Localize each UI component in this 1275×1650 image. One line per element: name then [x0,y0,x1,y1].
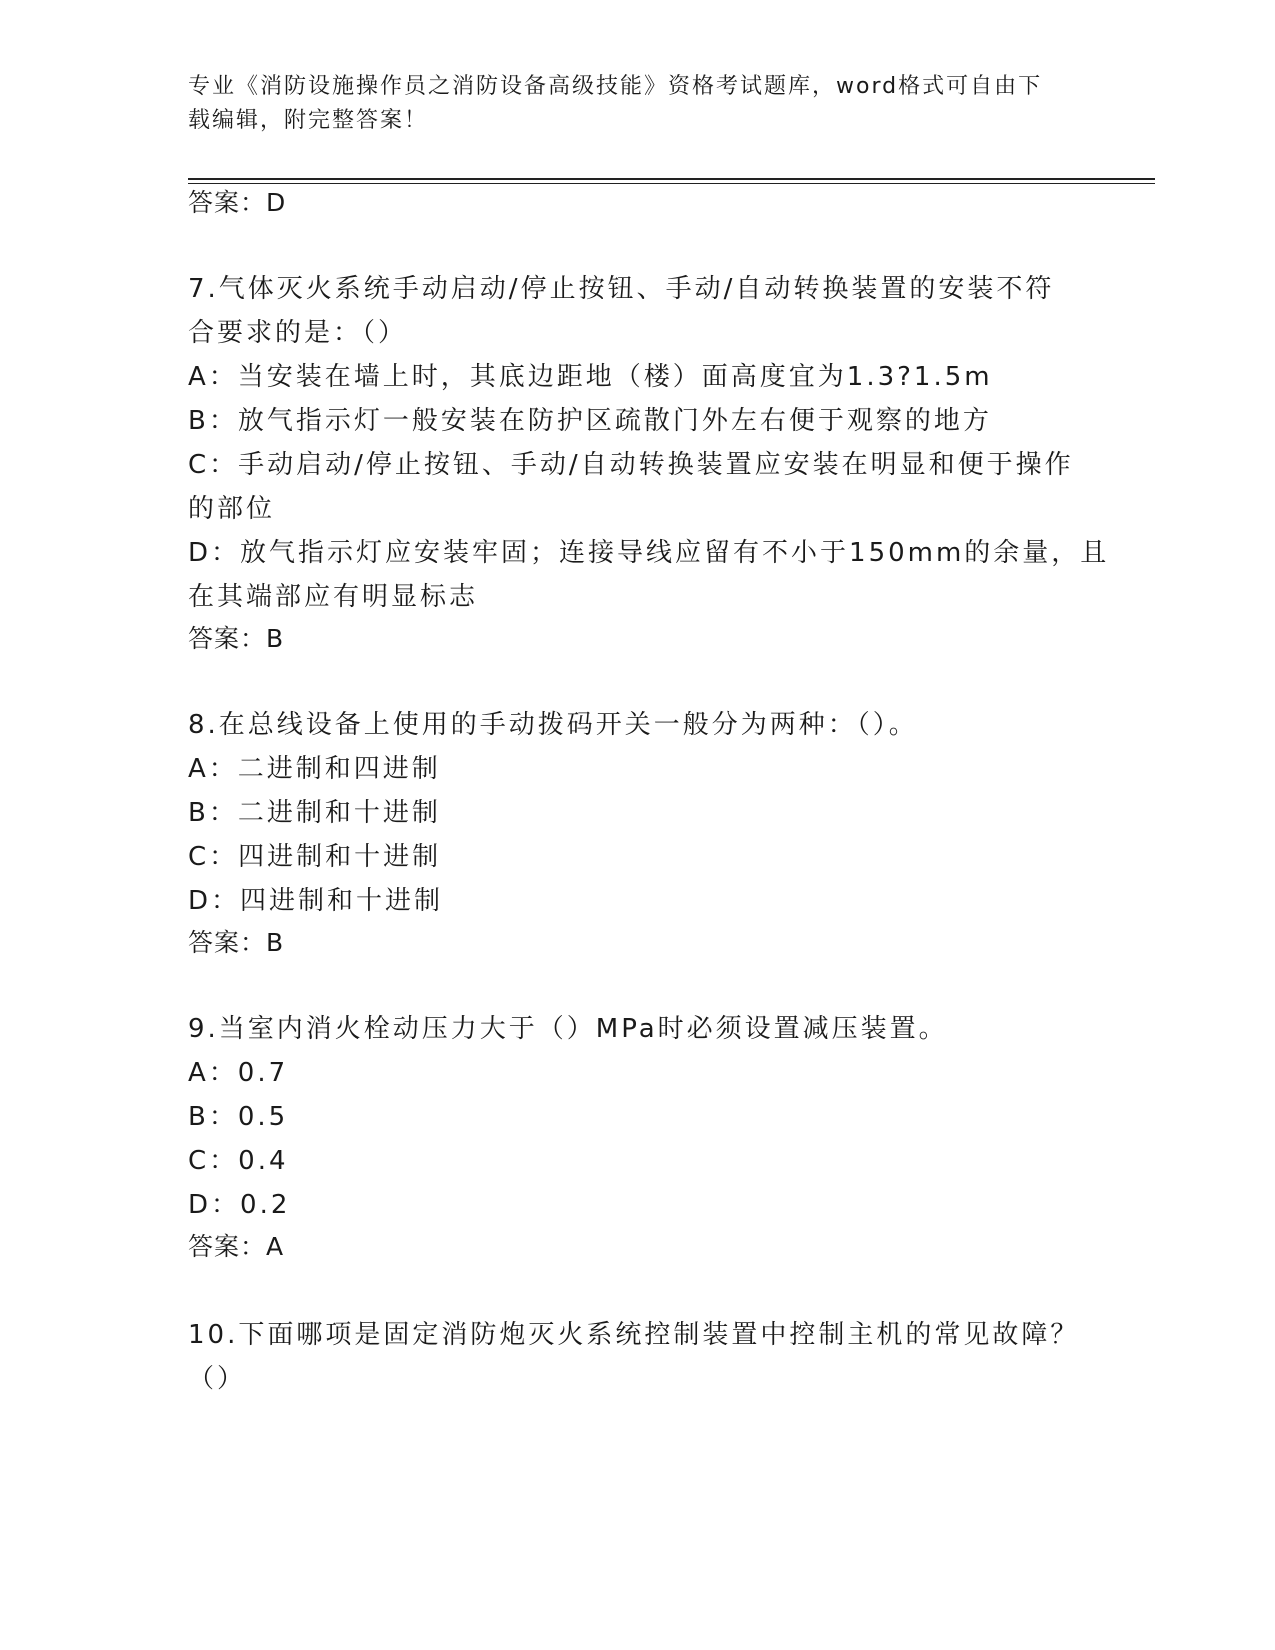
question-8-option-c: C：四进制和十进制 [188,842,442,872]
question-8-option-a: A：二进制和四进制 [188,754,441,784]
question-7-option-b: B：放气指示灯一般安装在防护区疏散门外左右便于观察的地方 [188,406,992,436]
question-9-option-c: C：0.4 [188,1146,289,1176]
answer-q6: 答案：D [188,188,287,217]
answer-q7: 答案：B [188,624,285,653]
header-line-2: 载编辑，附完整答案！ [188,108,429,133]
answer-q8: 答案：B [188,928,285,957]
question-7-stem-line-2: 合要求的是：（） [188,318,408,348]
answer-q9: 答案：A [188,1232,285,1261]
question-7-option-c-line-1: C：手动启动/停止按钮、手动/自动转换装置应安装在明显和便于操作 [188,450,1074,480]
question-7-option-d-line-2: 在其端部应有明显标志 [188,582,479,612]
question-7-stem-line-1: 7.气体灭火系统手动启动/停止按钮、手动/自动转换装置的安装不符 [188,274,1055,304]
header-divider-thick [188,178,1155,180]
question-10-stem-line-1: 10.下面哪项是固定消防炮灭火系统控制装置中控制主机的常见故障？ [188,1320,1080,1350]
header-divider-thin [188,183,1155,184]
question-8-option-b: B：二进制和十进制 [188,798,441,828]
question-7-option-c-line-2: 的部位 [188,494,276,524]
header-line-1: 专业《消防设施操作员之消防设备高级技能》资格考试题库，word格式可自由下 [188,74,1043,99]
question-9-option-a: A：0.7 [188,1058,289,1088]
question-9-option-b: B：0.5 [188,1102,289,1132]
question-8-stem: 8.在总线设备上使用的手动拨码开关一般分为两种：（）。 [188,710,918,740]
question-7-option-a: A：当安装在墙上时，其底边距地（楼）面高度宜为1.3?1.5m [188,362,993,392]
question-7-option-d-line-1: D：放气指示灯应安装牢固；连接导线应留有不小于150mm的余量，且 [188,538,1110,568]
document-header [188,70,1078,138]
question-9-stem: 9.当室内消火栓动压力大于（）MPa时必须设置减压装置。 [188,1014,948,1044]
question-8-option-d: D：四进制和十进制 [188,886,444,916]
question-10-stem-line-2: （） [188,1364,247,1394]
question-9-option-d: D：0.2 [188,1190,291,1220]
